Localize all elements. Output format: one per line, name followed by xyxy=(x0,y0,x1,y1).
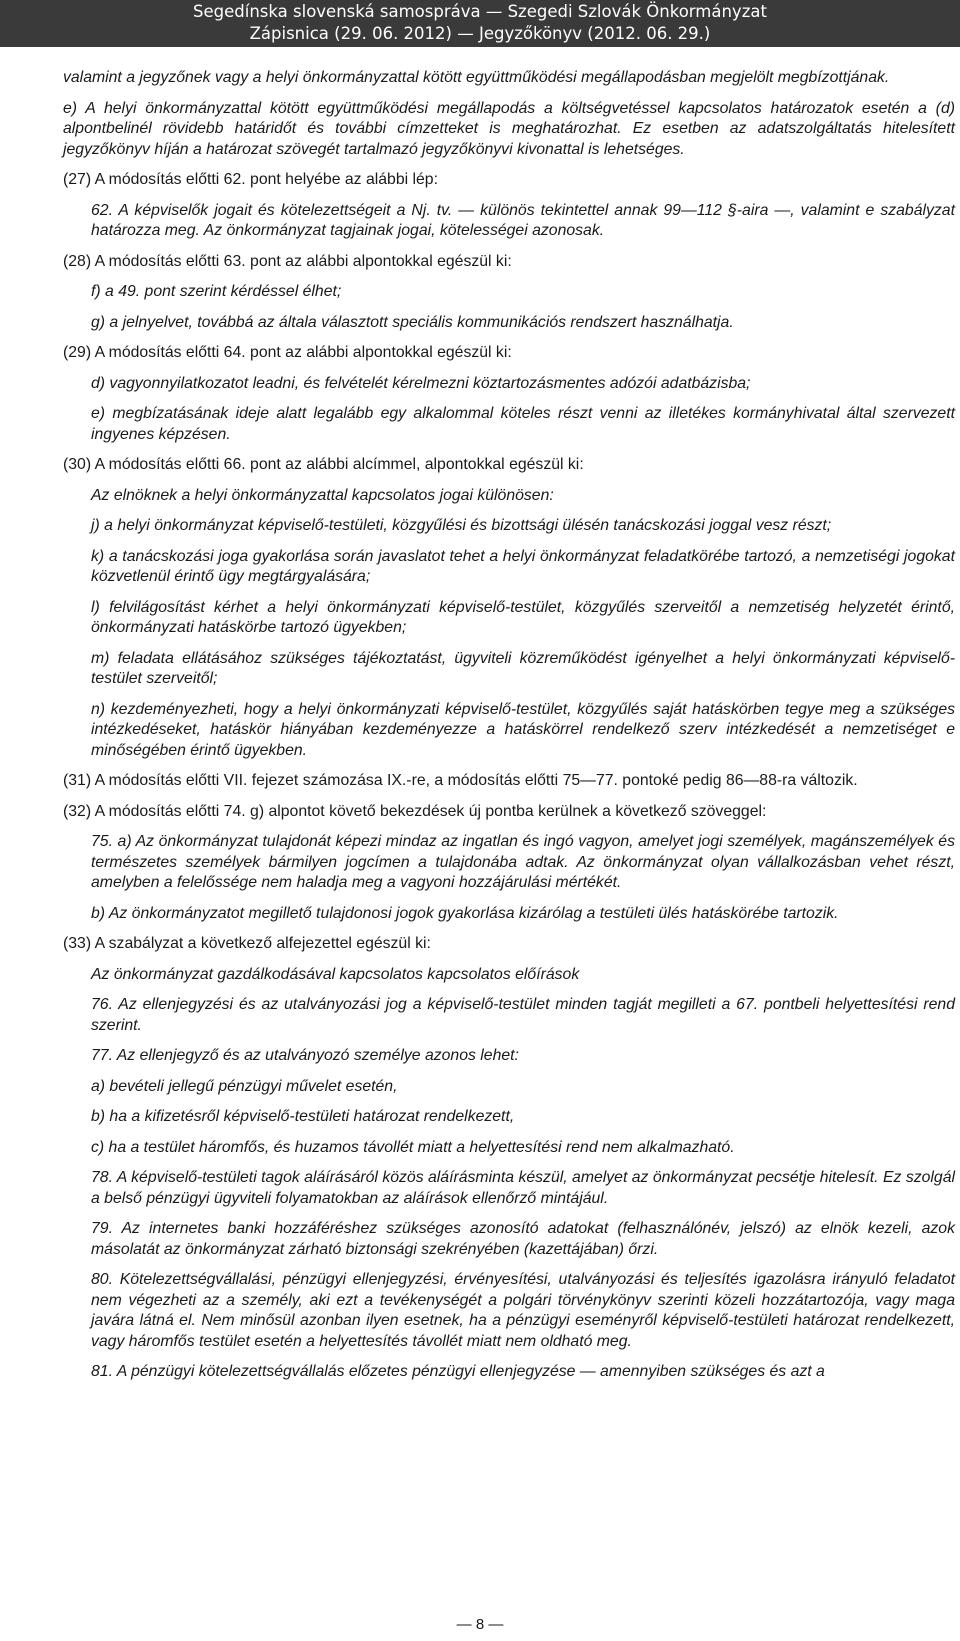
subpoint: m) feladata ellátásához szükséges tájékoztatást, ügyviteli közreműködést igényelhet a helyi önkormányzati képviselő-testület szerveitől; xyxy=(91,649,955,687)
header-line-2: Zápisnica (29. 06. 2012) — Jegyzőkönyv (2012. 06. 29.) xyxy=(249,24,711,43)
amendment-heading: (28) A módosítás előtti 63. pont az alábbi alpontokkal egészül ki: xyxy=(63,252,512,270)
header-line-1: Segedínska slovenská samospráva — Szegedi Szlovák Önkormányzat xyxy=(193,2,767,21)
page-number: — 8 — xyxy=(456,1616,504,1633)
paragraph: valamint a jegyzőnek vagy a helyi önkormányzattal kötött együttműködési megállapodásban megjelölt megbízottjának. xyxy=(63,69,890,86)
amendment-heading: (32) A módosítás előtti 74. g) alpontot követő bekezdések új pontba kerülnek a következő szöveggel: xyxy=(63,802,767,820)
subpoint: k) a tanácskozási joga gyakorlása során javaslatot tehet a helyi önkormányzat feladatkörébe tartozó, a nemzetiségi jogokat közvetlenül érintő ügy megtárgyalására; xyxy=(91,547,955,585)
subtitle: Az elnöknek a helyi önkormányzattal kapcsolatos jogai különösen: xyxy=(91,486,554,504)
subtitle: Az önkormányzat gazdálkodásával kapcsolatos kapcsolatos előírások xyxy=(91,965,580,983)
page-header xyxy=(0,0,960,47)
subpoint: g) a jelnyelvet, továbbá az általa választott speciális kommunikációs rendszert használhatja. xyxy=(91,313,734,331)
paragraph: 79. Az internetes banki hozzáféréshez szükséges azonosító adatokat (felhasználónév, jelszó) az elnök kezeli, azok másolatát az önkormányzat zárható biztonsági szekrényében (kazettájában) őrzi. xyxy=(91,1220,955,1258)
amendment-heading: (29) A módosítás előtti 64. pont az alábbi alpontokkal egészül ki: xyxy=(63,344,512,361)
paragraph: 80. Kötelezettségvállalási, pénzügyi ellenjegyzési, érvényesítési, utalványozási és teljesítés igazolásra irányuló feladatot nem végezheti az a személy, aki ezt a tevékenységét a polgári törvénykönyv szerinti közeli hozzátartozója, vagy maga javára látná el. Nem minősül azonban ilyen esetnek, ha a pénzügyi eseményről képviselő-testületi határozat rendelkezett, vagy háromfős testület esetén a helyettesítés távollét miatt nem oldható meg. xyxy=(91,1271,955,1350)
paragraph: 81. A pénzügyi kötelezettségvállalás előzetes pénzügyi ellenjegyzése — amennyiben szükséges és azt a xyxy=(91,1363,825,1380)
subpoint: j) a helyi önkormányzat képviselő-testületi, közgyűlési és bizottsági ülésén tanácskozási joggal vesz részt; xyxy=(91,517,832,534)
amendment-heading: (30) A módosítás előtti 66. pont az alábbi alcímmel, alpontokkal egészül ki: xyxy=(63,456,584,473)
subpoint: e) megbízatásának ideje alatt legalább egy alkalommal köteles részt venni az illetékes kormányhivatal által szervezett ingyenes képzésen. xyxy=(91,405,955,443)
amendment-heading: (33) A szabályzat a következő alfejezettel egészül ki: xyxy=(63,935,431,952)
paragraph: b) Az önkormányzatot megillető tulajdonosi jogok gyakorlása kizárólag a testületi ülés hatáskörébe tartozik. xyxy=(91,904,839,922)
paragraph: 77. Az ellenjegyző és az utalványozó személye azonos lehet: xyxy=(91,1047,519,1064)
subpoint: f) a 49. pont szerint kérdéssel élhet; xyxy=(91,283,342,300)
paragraph: 62. A képviselők jogait és kötelezettségeit a Nj. tv. — különös tekintettel annak 99—112 §-aira —, valamint e szabályzat határozza meg. Az önkormányzat tagjainak jogai, kötelességei azonosak. xyxy=(91,201,955,239)
subpoint: a) bevételi jellegű pénzügyi művelet esetén, xyxy=(91,1077,398,1095)
subpoint: d) vagyonnyilatkozatot leadni, és felvételét kérelmezni köztartozásmentes adózói adatbázisba; xyxy=(91,374,751,392)
paragraph: 78. A képviselő-testületi tagok aláírásáról közös aláírásminta készül, amelyet az önkormányzat pecsétje hitelesít. Ez szolgál a belső pénzügyi ügyviteli folyamatokban az aláírások ellenőrző mintájául. xyxy=(91,1169,955,1207)
amendment-heading: (27) A módosítás előtti 62. pont helyébe az alábbi lép: xyxy=(63,171,438,188)
paragraph: e) A helyi önkormányzattal kötött együttműködési megállapodás a költségvetéssel kapcsolatos határozatok esetén a (d) alpontbelinél rövidebb határidőt és további címzetteket is meghatározhat. Ez esetben az adatszolgáltatás hitelesített jegyzőkönyv híján a határozat szövegét tartalmazó jegyzőkönyvi kivonattal is lehetséges. xyxy=(63,99,955,158)
subpoint: c) ha a testület háromfős, és huzamos távollét miatt a helyettesítési rend nem alkalmazható. xyxy=(91,1138,735,1156)
subpoint: n) kezdeményezheti, hogy a helyi önkormányzati képviselő-testület, közgyűlés saját hatáskörben tegye meg a szükséges intézkedéseket, hatáskör hiányában kezdeményezze a hatáskörrel rendelkező szerv intézkedését a nemzetiséget e minőségében érintő ügyekben. xyxy=(91,700,955,759)
subpoint: l) felvilágosítást kérhet a helyi önkormányzati képviselő-testület, közgyűlés szerveitől a nemzetiség helyzetét érintő, önkormányzati hatáskörbe tartozó ügyekben; xyxy=(91,598,955,636)
subpoint: b) ha a kifizetésről képviselő-testületi határozat rendelkezett, xyxy=(91,1108,515,1125)
paragraph: 76. Az ellenjegyzési és az utalványozási jog a képviselő-testület minden tagját megilleti a 67. pontbeli helyettesítési rend szerint. xyxy=(91,996,955,1034)
paragraph: 75. a) Az önkormányzat tulajdonát képezi mindaz az ingatlan és ingó vagyon, amelyet jogi személyek, magánszemélyek és természetes személyek bármilyen jogcímen a tulajdonába adtak. Az önkormányzat olyan vállalkozásban vehet részt, amelyben a felelőssége nem haladja meg a vagyoni hozzájárulási mértékét. xyxy=(91,833,955,891)
amendment-heading: (31) A módosítás előtti VII. fejezet számozása IX.-re, a módosítás előtti 75—77. pontoké pedig 86—88-ra változik. xyxy=(63,772,858,789)
document-body xyxy=(63,68,955,1393)
